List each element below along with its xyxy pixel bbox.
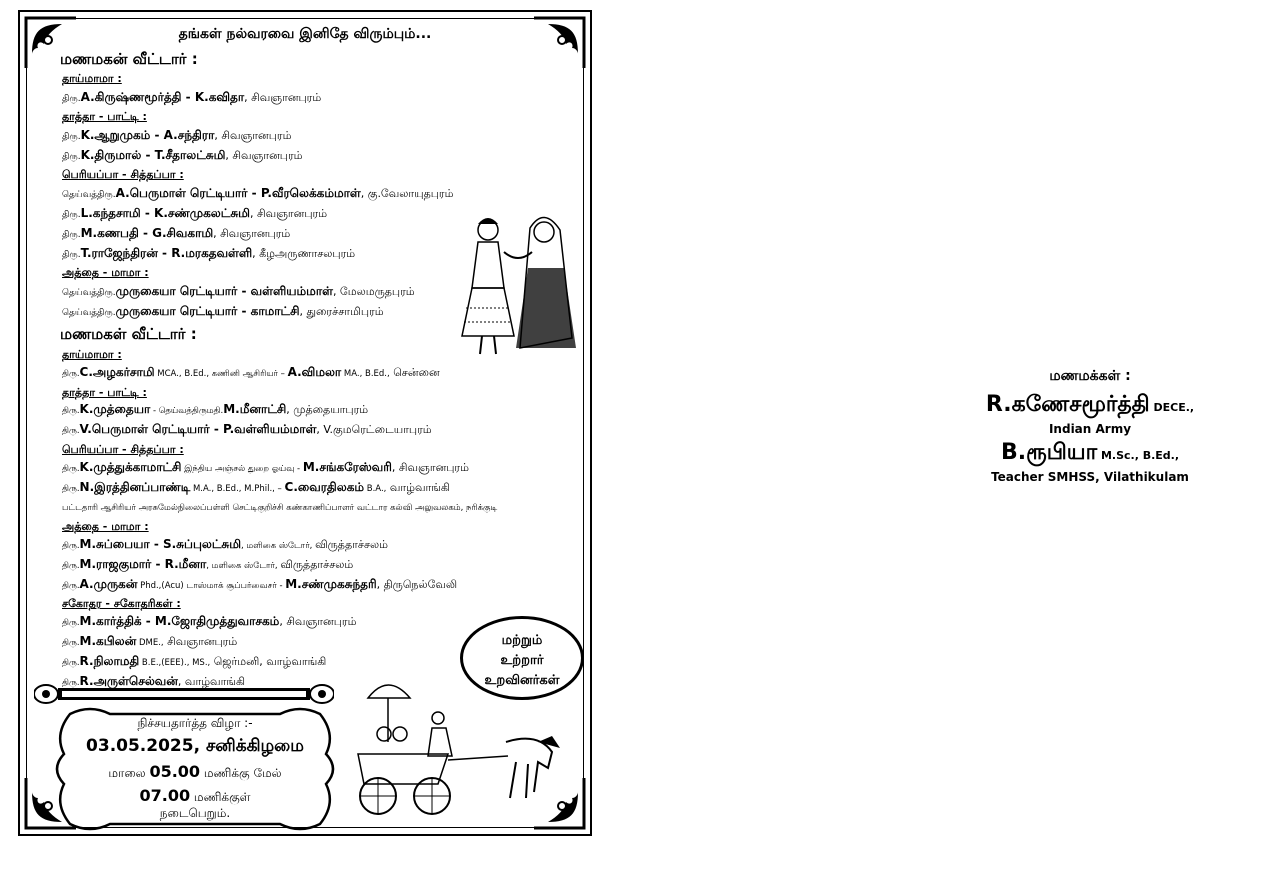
honorific: திரு. <box>62 250 81 260</box>
groom-name: R.கணேசமூர்த்தி <box>985 392 1150 417</box>
honorific: திரு. <box>62 426 80 437</box>
member-name: A.பெருமாள் ரெட்டியார் - P.வீரலெக்கம்மாள் <box>115 186 361 200</box>
member-place: , சிவஞானபுரம் <box>213 227 291 240</box>
relation-label: பெரியப்பா - சித்தப்பா : <box>62 168 184 181</box>
member-note: இந்திய அஞ்சல் துறை ஓய்வு - <box>181 463 303 474</box>
member-place: , கு.வேலாயுதபுரம் <box>360 187 454 200</box>
member-name-2: M.சண்முகசுந்தரி <box>285 576 377 591</box>
member-note: B.E.,(EEE)., MS., <box>139 657 211 668</box>
honorific: திரு. <box>62 230 81 240</box>
honorific: திரு. <box>62 540 80 551</box>
member-note: MCA., B.Ed., கணினி ஆசிரியர் – <box>154 368 288 379</box>
relation-label: சகோதர - சகோதரிகள் : <box>62 597 181 611</box>
relation-label: தாத்தா - பாட்டி : <box>62 110 147 123</box>
member-place: சிவஞானபுரம் <box>163 634 238 648</box>
bride-job: Teacher SMHSS, Vilathikulam <box>991 470 1189 484</box>
member-place: , சிவஞானபுரம் <box>279 615 357 629</box>
groom-job: Indian Army <box>1048 422 1132 436</box>
member-place: , முத்தையாபுரம் <box>286 403 369 417</box>
groom-name-line <box>960 392 1220 420</box>
family-member-line <box>62 401 582 421</box>
member-place: விருத்தாச்சலம் <box>280 557 354 571</box>
family-member-line <box>62 204 502 224</box>
member-note: , மளிகை ஸ்டோர், <box>206 560 281 571</box>
groom-degree: DECE., <box>1149 401 1195 414</box>
groom-family-title: மணமகன் வீட்டார் : <box>60 50 198 68</box>
member-place: சென்னை <box>389 365 440 379</box>
member-place: , சிவஞானபுரம் <box>249 207 328 220</box>
member-name: L.கந்தசாமி - K.சண்முகலட்சுமி <box>80 206 250 220</box>
event-details <box>60 712 330 832</box>
event-time-end: 07.00 மணிக்குள் <box>139 786 251 805</box>
member-note-2: MA., B.Ed., <box>341 368 390 379</box>
member-name: முருகையா ரெட்டியார் - காமாட்சி <box>115 304 300 318</box>
member-name: R.அருள்செல்வன் <box>79 673 178 688</box>
honorific: திரு. <box>62 560 80 571</box>
family-member-line <box>62 282 502 302</box>
member-name-2: M.மீனாட்சி <box>223 402 287 417</box>
member-place: , துரைச்சாமிபுரம் <box>299 305 384 318</box>
member-note: , மளிகை ஸ்டோர், <box>241 540 316 551</box>
member-name: K.ஆறுமுகம் - A.சந்திரா <box>80 128 215 142</box>
family-member-line <box>62 556 582 576</box>
member-name: M.கணபதி - G.சிவகாமி <box>80 226 214 240</box>
welcome-heading: தங்கள் நல்வரவை இனிதே விரும்பும்... <box>178 26 432 42</box>
member-place: , சிவஞானபுரம் <box>391 460 469 474</box>
honorific: திரு. <box>62 618 80 629</box>
family-member-line <box>62 184 502 204</box>
member-note: - தெய்வத்திருமதி. <box>150 406 224 417</box>
member-name: முருகையா ரெட்டியார் - வள்ளியம்மாள் <box>115 284 333 298</box>
member-name: C.அழகர்சாமி <box>79 364 155 379</box>
event-time-start: மாலை 05.00 மணிக்கு மேல் <box>108 762 282 781</box>
member-name: T.ராஜேந்திரன் - R.மரகதவள்ளி <box>80 246 253 260</box>
member-name: K.திருமால் - T.சீதாலட்சுமி <box>80 148 226 162</box>
member-place: , வாழ்வாங்கி <box>177 674 245 688</box>
member-name: A.கிருஷ்ணமூர்த்தி - K.கவிதா <box>80 90 245 104</box>
bride-degree: M.Sc., B.Ed., <box>1097 449 1180 462</box>
honorific: திரு. <box>62 94 81 104</box>
oval-line-2: உற்றார் <box>500 653 544 668</box>
bride-groom-illustration-icon <box>444 208 584 358</box>
honorific: திரு. <box>62 463 80 474</box>
bride-name-line <box>960 440 1220 468</box>
family-member-line <box>62 498 582 518</box>
honorific: திரு. <box>62 657 80 668</box>
member-name: M.ராஜகுமார் - R.மீனா <box>79 556 207 571</box>
member-name-2: M.சங்கரேஸ்வரி <box>302 459 392 474</box>
family-member-line <box>62 421 582 441</box>
relation-label: தாய்மாமா : <box>62 72 122 85</box>
family-member-line <box>62 459 582 479</box>
honorific: தெய்வத்திரு. <box>62 288 116 298</box>
member-place: வாழ்வாங்கி <box>386 480 450 494</box>
chariot-illustration-icon <box>338 672 568 822</box>
member-name-2: A.விமலா <box>287 364 342 379</box>
family-member-line <box>62 576 582 596</box>
groom-family-list <box>62 70 502 322</box>
event-closing: நடைபெறும். <box>159 806 231 820</box>
family-member-line <box>62 536 582 556</box>
family-member-line <box>62 126 502 146</box>
relation-label: தாத்தா - பாட்டி : <box>62 385 147 399</box>
member-note: Phd.,(Acu) டாஸ்மாக் சூப்பர்வைசர் - <box>137 580 286 591</box>
member-name: V.பெருமாள் ரெட்டியார் - P.வள்ளியம்மாள் <box>79 422 317 437</box>
honorific: திரு. <box>62 210 81 220</box>
honorific: தெய்வத்திரு. <box>62 308 116 318</box>
family-member-line <box>62 479 582 499</box>
honorific: திரு. <box>62 637 80 648</box>
member-name: M.கபிலன் <box>79 633 137 648</box>
member-place: ஜெர்மனி, வாழ்வாங்கி <box>210 654 327 668</box>
member-place: , சிவஞானபுரம் <box>214 129 292 142</box>
member-place: , கீழஅருணாசலபுரம் <box>252 247 356 260</box>
honorific: திரு. <box>62 483 80 494</box>
member-note: பட்டதாரி ஆசிரியர் அரசுமேல்நிலைப்பள்ளி செட்டிகுறிச்சி கண்காணிப்பாளர் வட்டார கல்வி அலுவலகம், நரிக்குடி <box>62 503 498 514</box>
bride-family-title: மணமகள் வீட்டார் : <box>60 325 197 343</box>
honorific: திரு. <box>62 152 81 162</box>
event-date: 03.05.2025, சனிக்கிழமை <box>86 736 304 756</box>
family-member-line <box>62 146 502 166</box>
member-place: , மேலமருதபுரம் <box>332 285 415 298</box>
member-place: , சிவஞானபுரம் <box>225 149 303 162</box>
member-name-2: C.வைரதிலகம் <box>284 479 365 494</box>
member-place: , சிவஞானபுரம் <box>244 91 322 104</box>
invitation-card <box>18 10 592 836</box>
family-member-line <box>62 224 502 244</box>
honorific: திரு. <box>62 368 80 379</box>
member-name: M.கார்த்திக் - M.ஜோதிமுத்துவாசகம் <box>79 614 280 629</box>
honorific: திரு. <box>62 132 81 142</box>
member-place: , V.குமரெட்டையாபுரம் <box>316 423 432 437</box>
family-member-line <box>62 244 502 264</box>
relation-label: அத்தை - மாமா : <box>62 266 149 279</box>
decorative-band-icon <box>34 682 334 706</box>
member-note: M.A., B.Ed., M.Phil., – <box>190 483 285 494</box>
honorific: திரு. <box>62 580 80 591</box>
honorific: தெய்வத்திரு. <box>62 190 116 200</box>
member-name: A.முருகன் <box>79 576 138 591</box>
member-note-2: B.A., <box>364 483 387 494</box>
bride-name: B.ரூபியா <box>1000 440 1098 465</box>
member-place: , திருநெல்வேலி <box>376 577 458 591</box>
member-name: N.இரத்தினப்பாண்டி <box>79 479 191 494</box>
couple-block <box>960 368 1220 484</box>
relation-label: பெரியப்பா - சித்தப்பா : <box>62 442 184 456</box>
member-name: M.சுப்பையா - S.சுப்புலட்சுமி <box>79 536 242 551</box>
member-name: K.முத்துக்காமாட்சி <box>79 459 182 474</box>
member-name: R.நிலாமதி <box>79 653 140 668</box>
event-label: நிச்சயதார்த்த விழா :- <box>137 716 253 730</box>
member-name: K.முத்தையா <box>79 402 151 417</box>
family-member-line <box>62 88 502 108</box>
honorific: திரு. <box>62 406 80 417</box>
relation-label: அத்தை - மாமா : <box>62 520 149 534</box>
oval-line-1: மற்றும் <box>501 633 543 648</box>
relation-label: தாய்மாமா : <box>62 348 122 361</box>
member-note: DME., <box>136 637 164 648</box>
family-member-line <box>62 364 582 384</box>
honorific: திரு. <box>62 677 80 688</box>
family-member-line <box>62 302 502 322</box>
couple-title: மணமக்கள் : <box>1049 368 1131 384</box>
member-place: விருத்தாச்சலம் <box>315 537 389 551</box>
oval-line-3: உறவினர்கள் <box>484 673 560 688</box>
